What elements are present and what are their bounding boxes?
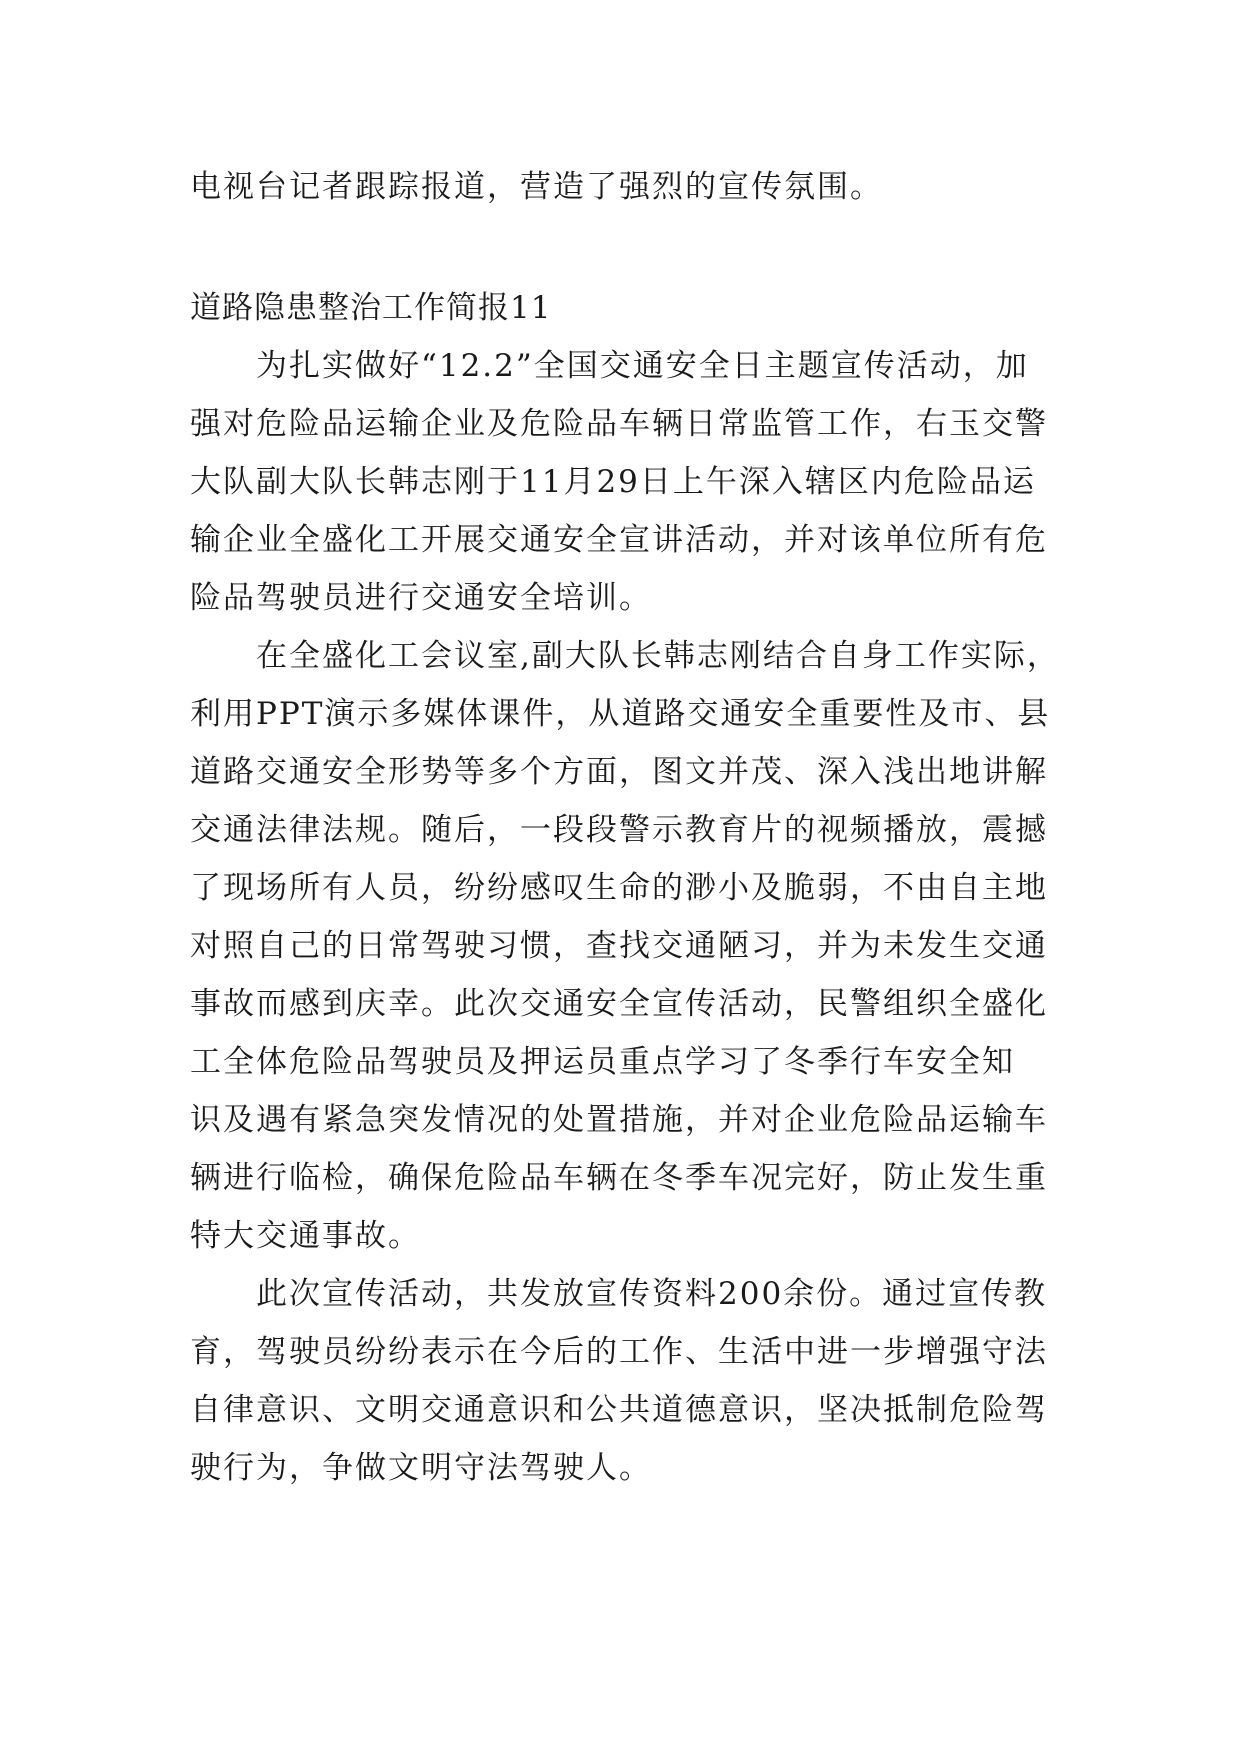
paragraph-1-line-4: 输企业全盛化工开展交通安全宣讲活动，并对该单位所有危 — [190, 522, 1048, 558]
paragraph-2-line-6: 对照自己的日常驾驶习惯，查找交通陋习，并为未发生交通 — [190, 928, 1048, 964]
paragraph-1-line-5: 险品驾驶员进行交通安全培训。 — [190, 580, 652, 616]
paragraph-2-line-9: 识及遇有紧急突发情况的处置措施，并对企业危险品运输车 — [190, 1102, 1048, 1138]
paragraph-3-line-2: 育，驾驶员纷纷表示在今后的工作、生活中进一步增强守法 — [190, 1334, 1048, 1370]
paragraph-3-line-3: 自律意识、文明交通意识和公共道德意识，坚决抵制危险驾 — [190, 1392, 1048, 1428]
paragraph-2-line-8: 工全体危险品驾驶员及押运员重点学习了冬季行车安全知 — [190, 1044, 1015, 1080]
paragraph-2-line-5: 了现场所有人员，纷纷感叹生命的渺小及脆弱，不由自主地 — [190, 870, 1048, 906]
paragraph-3-line-4: 驶行为，争做文明守法驾驶人。 — [190, 1450, 652, 1486]
paragraph-2-line-2: 利用PPT演示多媒体课件，从道路交通安全重要性及市、县 — [190, 696, 1051, 732]
paragraph-2-line-11: 特大交通事故。 — [190, 1218, 421, 1254]
paragraph-2-line-7: 事故而感到庆幸。此次交通安全宣传活动，民警组织全盛化 — [190, 986, 1048, 1022]
paragraph-1-line-2: 强对危险品运输企业及危险品车辆日常监管工作，右玉交警 — [190, 406, 1048, 442]
article-title: 道路隐患整治工作简报11 — [190, 290, 552, 326]
paragraph-2-line-3: 道路交通安全形势等多个方面，图文并茂、深入浅出地讲解 — [190, 754, 1048, 790]
continuation-paragraph — [190, 158, 1050, 216]
paragraph-2-line-10: 辆进行临检，确保危险品车辆在冬季车况完好，防止发生重 — [190, 1160, 1048, 1196]
paragraph-3-line-1: 此次宣传活动，共发放宣传资料200余份。通过宣传教 — [256, 1276, 1048, 1312]
continuation-line: 电视台记者跟踪报道，营造了强烈的宣传氛围。 — [190, 169, 883, 205]
article — [190, 279, 1060, 1497]
paragraph-2-line-4: 交通法律法规。随后，一段段警示教育片的视频播放，震撼 — [190, 812, 1048, 848]
paragraph-1-line-1: 为扎实做好“12.2”全国交通安全日主题宣传活动，加 — [256, 348, 1029, 384]
paragraph-1-line-3: 大队副大队长韩志刚于11月29日上午深入辖区内危险品运 — [190, 464, 1036, 500]
paragraph-2-line-1: 在全盛化工会议室,副大队长韩志刚结合自身工作实际， — [256, 638, 1060, 674]
